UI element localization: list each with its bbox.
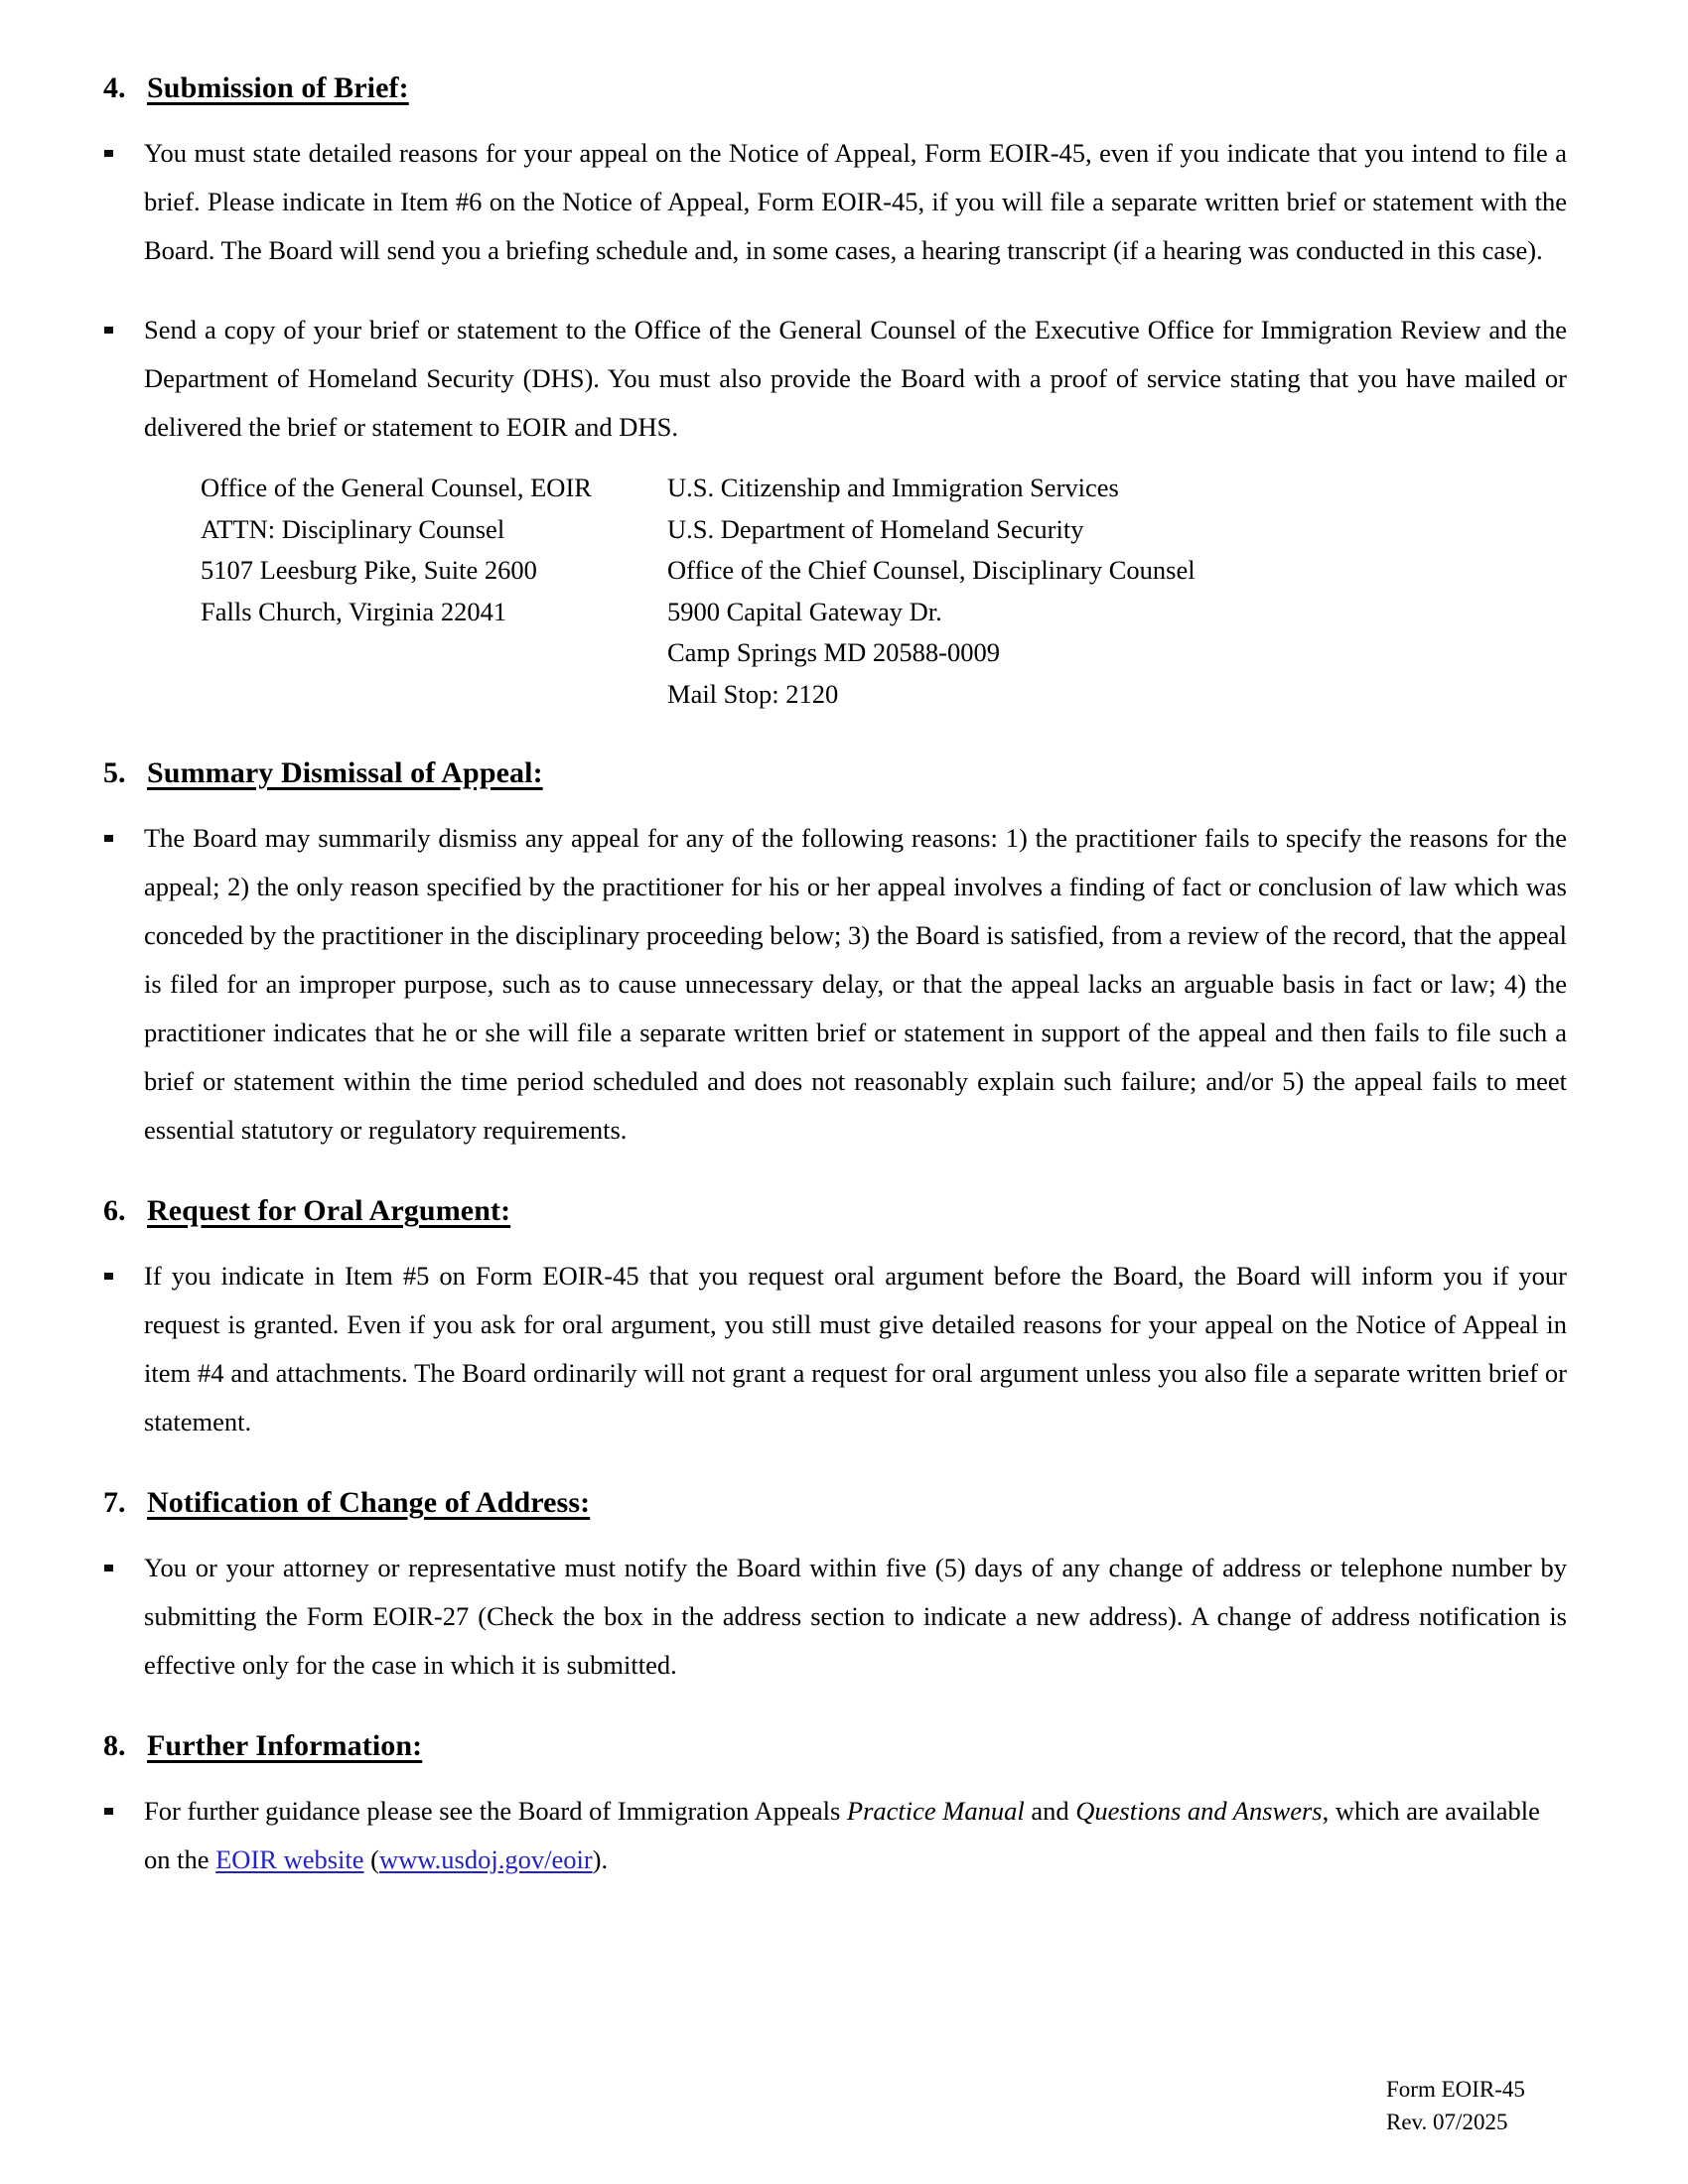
section-heading-8	[103, 1731, 1567, 1761]
section-number: 5.	[103, 756, 126, 789]
address-line: 5107 Leesburg Pike, Suite 2600	[201, 555, 537, 585]
footer-form-id: Form EOIR-45	[1386, 2077, 1525, 2102]
paragraph-text: You or your attorney or representative must notify the Board within five (5) days of any change of address or telephone number by submitting the Form EOIR-27 (Check the box in the address section to indicate a new address). A change of address notification is effective only for the case in which it is submitted.	[144, 1553, 1567, 1680]
address-column-eoir	[201, 468, 667, 715]
practice-manual-title: Practice Manual	[846, 1796, 1025, 1826]
text-fragment: ).	[592, 1844, 609, 1874]
section-number: 6.	[103, 1194, 126, 1227]
spacer	[103, 788, 1567, 814]
spacer	[103, 1690, 1567, 1731]
address-line: U.S. Citizenship and Immigration Services	[667, 473, 1119, 502]
paragraph-text: If you indicate in Item #5 on Form EOIR-45 that you request oral argument before the Board, the Board will inform you if your request is granted. Even if you ask for oral argument, you still must give detailed reasons for your appeal on the Notice of Appeal in item #4 and attachments. The Board ordinarily will not grant a request for oral argument unless you also file a separate written brief or statement.	[144, 1261, 1567, 1436]
section-title: Further Information:	[147, 1729, 423, 1762]
text-fragment: and	[1024, 1796, 1076, 1826]
document-content	[103, 73, 1567, 1884]
section-number: 4.	[103, 71, 126, 104]
spacer	[103, 1446, 1567, 1488]
spacer	[103, 1761, 1567, 1787]
address-block	[103, 468, 1567, 715]
address-line: Camp Springs MD 20588-0009	[667, 637, 1000, 667]
section-title: Submission of Brief:	[147, 71, 409, 104]
spacer	[103, 452, 1567, 468]
paragraph-text: You must state detailed reasons for your appeal on the Notice of Appeal, Form EOIR-45, even if you indicate that you intend to file a brief. Please indicate in Item #6 on the Notice of Appeal, Form EOIR-45, if you will file a separate written brief or statement with the Board. The Board will send you a briefing schedule and, in some cases, a hearing transcript (if a hearing was conducted in this case).	[144, 138, 1567, 265]
text-fragment: (	[363, 1844, 379, 1874]
bullet-marker-icon	[103, 129, 144, 178]
section-title: Summary Dismissal of Appeal:	[147, 756, 543, 789]
address-line: ATTN: Disciplinary Counsel	[201, 513, 505, 544]
eoir-website-link[interactable]: EOIR website	[215, 1844, 364, 1874]
address-line: U.S. Department of Homeland Security	[667, 513, 1084, 544]
section-number: 8.	[103, 1729, 126, 1762]
section-heading-6	[103, 1196, 1567, 1226]
bullet-paragraph	[103, 306, 1567, 452]
paragraph-text: Send a copy of your brief or statement to the Office of the General Counsel of the Executive Office for Immigration Review and the Department of Homeland Security (DHS). You must also provide the Board with a proof of service stating that you have mailed or delivered the brief or statement to EOIR and DHS.	[144, 315, 1567, 442]
section-title: Request for Oral Argument:	[147, 1194, 511, 1227]
bullet-paragraph-further-information	[103, 1787, 1567, 1884]
spacer	[103, 1226, 1567, 1252]
paragraph-text: The Board may summarily dismiss any appeal for any of the following reasons: 1) the practitioner fails to specify the reasons for the appeal; 2) the only reason specified by the practitioner for his or her appeal involves a finding of fact or conclusion of law which was conceded by the practitioner in the disciplinary proceeding below; 3) the Board is satisfied, from a review of the record, that the appeal is filed for an improper purpose, such as to cause unnecessary delay, or that the appeal lacks an arguable basis in fact or law; 4) the practitioner indicates that he or she will file a separate written brief or statement in support of the appeal and then fails to file such a brief or statement within the time period scheduled and does not reasonably explain such failure; and/or 5) the appeal fails to meet essential statutory or regulatory requirements.	[144, 823, 1567, 1145]
further-information-text	[144, 1787, 1567, 1884]
bullet-paragraph	[103, 1544, 1567, 1690]
page-footer	[1386, 2073, 1615, 2138]
text-fragment: For further guidance please see the Board of Immigration Appeals	[144, 1796, 847, 1826]
address-line: Mail Stop: 2120	[667, 678, 839, 709]
bullet-marker-icon	[103, 1252, 144, 1300]
bullet-marker-icon	[103, 1544, 144, 1592]
bullet-paragraph	[103, 129, 1567, 275]
questions-and-answers-title: Questions and Answers	[1075, 1796, 1323, 1826]
spacer	[103, 1155, 1567, 1196]
bullet-marker-icon	[103, 306, 144, 354]
section-heading-4	[103, 73, 1567, 103]
address-line: Falls Church, Virginia 22041	[201, 596, 507, 626]
spacer	[103, 275, 1567, 306]
section-number: 7.	[103, 1486, 126, 1519]
section-heading-5	[103, 758, 1567, 788]
bullet-paragraph	[103, 1252, 1567, 1446]
bullet-marker-icon	[103, 1787, 144, 1836]
address-column-dhs	[667, 468, 1567, 715]
bullet-paragraph	[103, 814, 1567, 1155]
spacer	[103, 103, 1567, 129]
bullet-marker-icon	[103, 814, 144, 863]
section-heading-7	[103, 1488, 1567, 1518]
address-line: Office of the Chief Counsel, Disciplinary Counsel	[667, 555, 1196, 585]
text-fragment: , which are available on the	[144, 1796, 1540, 1874]
footer-revision: Rev. 07/2025	[1386, 2110, 1508, 2134]
address-indent-spacer	[103, 468, 201, 715]
spacer	[103, 1518, 1567, 1544]
address-line: 5900 Capital Gateway Dr.	[667, 596, 942, 626]
section-title: Notification of Change of Address:	[147, 1486, 591, 1519]
eoir-website-url-link[interactable]: www.usdoj.gov/eoir	[378, 1844, 593, 1874]
spacer	[103, 715, 1567, 758]
address-line: Office of the General Counsel, EOIR	[201, 473, 592, 502]
